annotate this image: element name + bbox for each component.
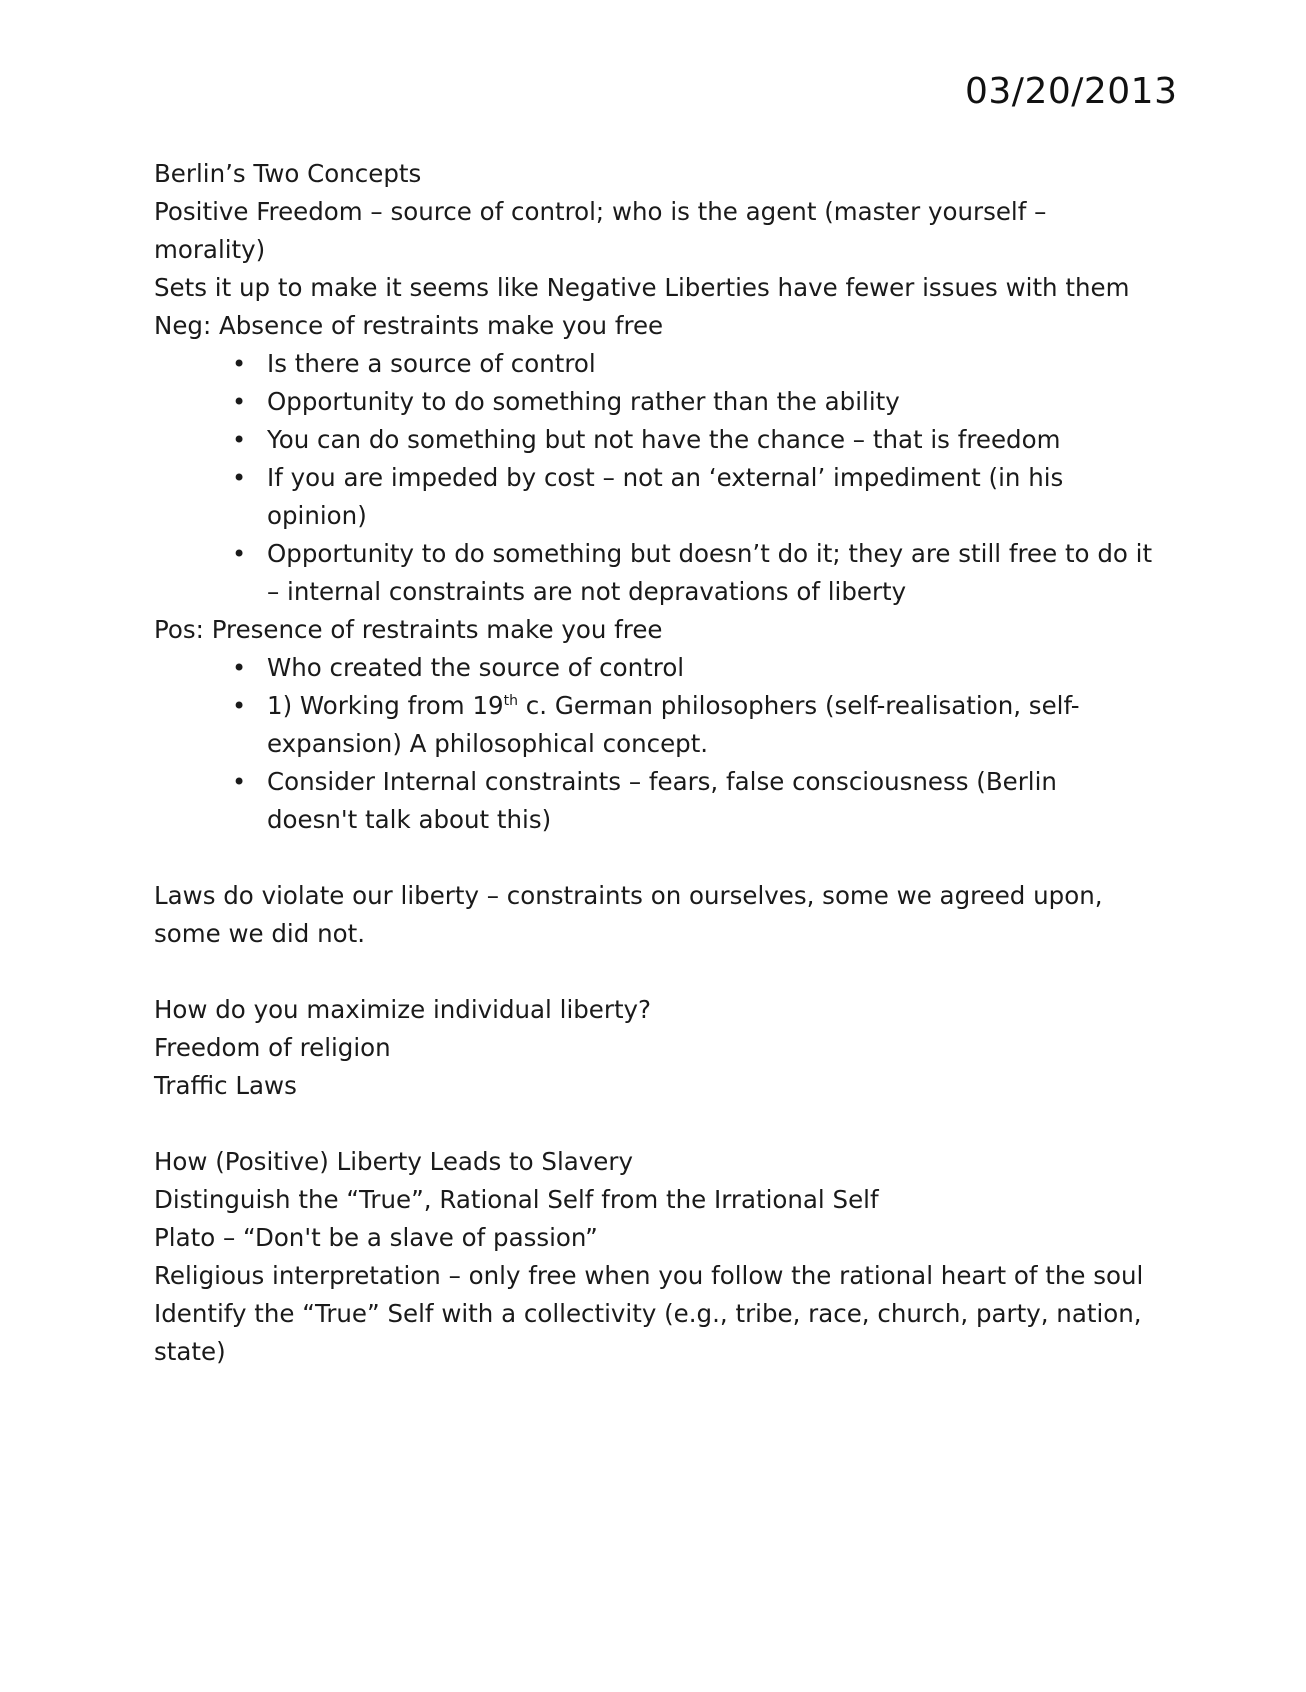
laws-line: Laws do violate our liberty – constraints on ourselves, some we agreed upon, some we did not. bbox=[154, 881, 1103, 948]
bullet-icon: • bbox=[232, 388, 247, 416]
question-line: How do you maximize individual liberty? bbox=[154, 995, 652, 1024]
section-title: Berlin’s Two Concepts bbox=[154, 159, 422, 188]
list-item: • If you are impeded by cost – not an ‘external’ impediment (in his opinion) bbox=[267, 459, 1154, 535]
list-item: • Who created the source of control bbox=[267, 649, 1154, 687]
neg-bullet-list bbox=[154, 345, 1154, 611]
positive-intro: Positive Freedom – source of control; who is the agent (master yourself – morality) bbox=[154, 197, 1047, 264]
list-item: • Consider Internal constraints – fears, false consciousness (Berlin doesn't talk about this) bbox=[267, 763, 1154, 839]
bullet-icon: • bbox=[232, 540, 247, 568]
note-line: Plato – “Don't be a slave of passion” bbox=[154, 1223, 598, 1252]
blank-line bbox=[154, 1105, 1154, 1143]
blank-line bbox=[154, 953, 1154, 991]
bullet-icon: • bbox=[232, 768, 247, 796]
list-item: • You can do something but not have the chance – that is freedom bbox=[267, 421, 1154, 459]
list-item: • 1) Working from 19th c. German philosophers (self-realisation, self-expansion) A philosophical concept. bbox=[267, 687, 1154, 763]
note-line: Distinguish the “True”, Rational Self from the Irrational Self bbox=[154, 1185, 879, 1214]
list-item: • Is there a source of control bbox=[267, 345, 1154, 383]
bullet-icon: • bbox=[232, 464, 247, 492]
setup-line: Sets it up to make it seems like Negative Liberties have fewer issues with them bbox=[154, 273, 1130, 302]
pos-bullet-list bbox=[154, 649, 1154, 839]
pos-heading: Pos: Presence of restraints make you free bbox=[154, 615, 663, 644]
bullet-icon: • bbox=[232, 350, 247, 378]
date-header: 03/20/2013 bbox=[965, 71, 1178, 112]
list-item: • Opportunity to do something but doesn’t do it; they are still free to do it – internal constraints are not depravations of liberty bbox=[267, 535, 1154, 611]
notes-body bbox=[154, 155, 1154, 1371]
bullet-icon: • bbox=[232, 654, 247, 682]
list-item: Traffic Laws bbox=[154, 1071, 297, 1100]
section-title: How (Positive) Liberty Leads to Slavery bbox=[154, 1147, 633, 1176]
note-line: Religious interpretation – only free when you follow the rational heart of the soul bbox=[154, 1261, 1144, 1290]
superscript: th bbox=[503, 692, 519, 709]
blank-line bbox=[154, 839, 1154, 877]
neg-heading: Neg: Absence of restraints make you free bbox=[154, 311, 664, 340]
bullet-icon: • bbox=[232, 426, 247, 454]
bullet-icon: • bbox=[232, 692, 247, 720]
note-line: Identify the “True” Self with a collectivity (e.g., tribe, race, church, party, nation, state) bbox=[154, 1299, 1142, 1366]
list-item: Freedom of religion bbox=[154, 1033, 391, 1062]
list-item: • Opportunity to do something rather than the ability bbox=[267, 383, 1154, 421]
